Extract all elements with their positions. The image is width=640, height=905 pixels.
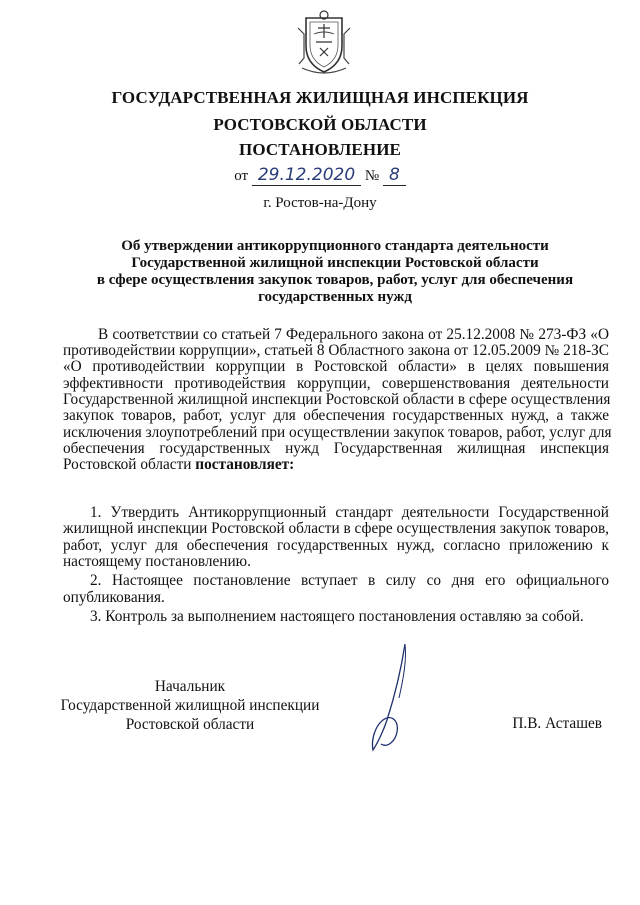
item-line: 1. Утвердить Антикоррупционный стандарт деятельности Государственной — [90, 504, 609, 521]
preamble-line: эффективности противодействия коррупции, совершенствования деятельности — [63, 375, 609, 392]
item-line: опубликования. — [63, 589, 165, 606]
number-label: № — [364, 168, 380, 184]
handwritten-signature-icon — [365, 640, 420, 755]
preamble-line: Государственной жилищной инспекции Ростовской области в сфере осуществления — [63, 391, 611, 408]
item-line: настоящему постановлению. — [63, 553, 251, 570]
date-prefix: от — [234, 168, 249, 184]
preamble-last-line — [63, 457, 609, 473]
handwritten-number: 8 — [383, 165, 406, 186]
item-line: 2. Настоящее постановление вступает в силу со дня его официального — [90, 572, 609, 589]
item-line: работ, услуг для обеспечения государственных нужд, согласно приложению к — [63, 537, 609, 554]
item-line: жилищной инспекции Ростовской области в сфере осуществления закупок товаров, — [63, 520, 609, 537]
subject-line: Об утверждении антикоррупционного стандарта деятельности — [121, 238, 549, 254]
org-name-line1: ГОСУДАРСТВЕННАЯ ЖИЛИЩНАЯ ИНСПЕКЦИЯ — [111, 88, 529, 107]
handwritten-date: 29.12.2020 — [252, 165, 361, 186]
preamble-line: противодействии коррупции», статьей 8 Областного закона от 12.05.2009 № 218-ЗС — [63, 342, 609, 359]
signatory-name: П.В. Асташев — [512, 715, 602, 732]
signatory-title — [55, 677, 325, 734]
coat-of-arms-icon — [296, 8, 352, 76]
date-number-line — [0, 165, 640, 185]
preamble-line: закупок товаров, работ, услуг для обеспечения государственных нужд, а также — [63, 407, 609, 424]
preamble-line: «О противодействии коррупции в Ростовской области» в целях повышения — [63, 358, 609, 375]
subject-heading — [70, 238, 600, 306]
preamble-line: В соответствии со статьей 7 Федерального закона от 25.12.2008 № 273-ФЗ «О — [98, 326, 609, 343]
preamble-last-text: Ростовской области — [63, 456, 192, 473]
preamble-line: обеспечения государственных нужд Государственная жилищная инспекция — [63, 440, 609, 457]
subject-line: государственных нужд — [258, 289, 412, 305]
preamble-line: исключения злоупотреблений при осуществлении закупок товаров, работ, услуг для — [63, 424, 612, 441]
signatory-title-line: Начальник — [154, 678, 226, 695]
org-name-line2: РОСТОВСКОЙ ОБЛАСТИ — [213, 115, 427, 134]
item-line: 3. Контроль за выполнением настоящего постановления оставляю за собой. — [90, 608, 584, 625]
signatory-title-line: Ростовской области — [125, 716, 255, 733]
signatory-title-line: Государственной жилищной инспекции — [60, 697, 320, 714]
city-line: г. Ростов-на-Дону — [263, 195, 377, 211]
subject-line: Государственной жилищной инспекции Ростовской области — [131, 255, 539, 271]
subject-line: в сфере осуществления закупок товаров, работ, услуг для обеспечения — [96, 272, 574, 288]
preamble-resolution-word: постановляет: — [195, 456, 295, 473]
doc-type-title: ПОСТАНОВЛЕНИЕ — [239, 140, 401, 159]
